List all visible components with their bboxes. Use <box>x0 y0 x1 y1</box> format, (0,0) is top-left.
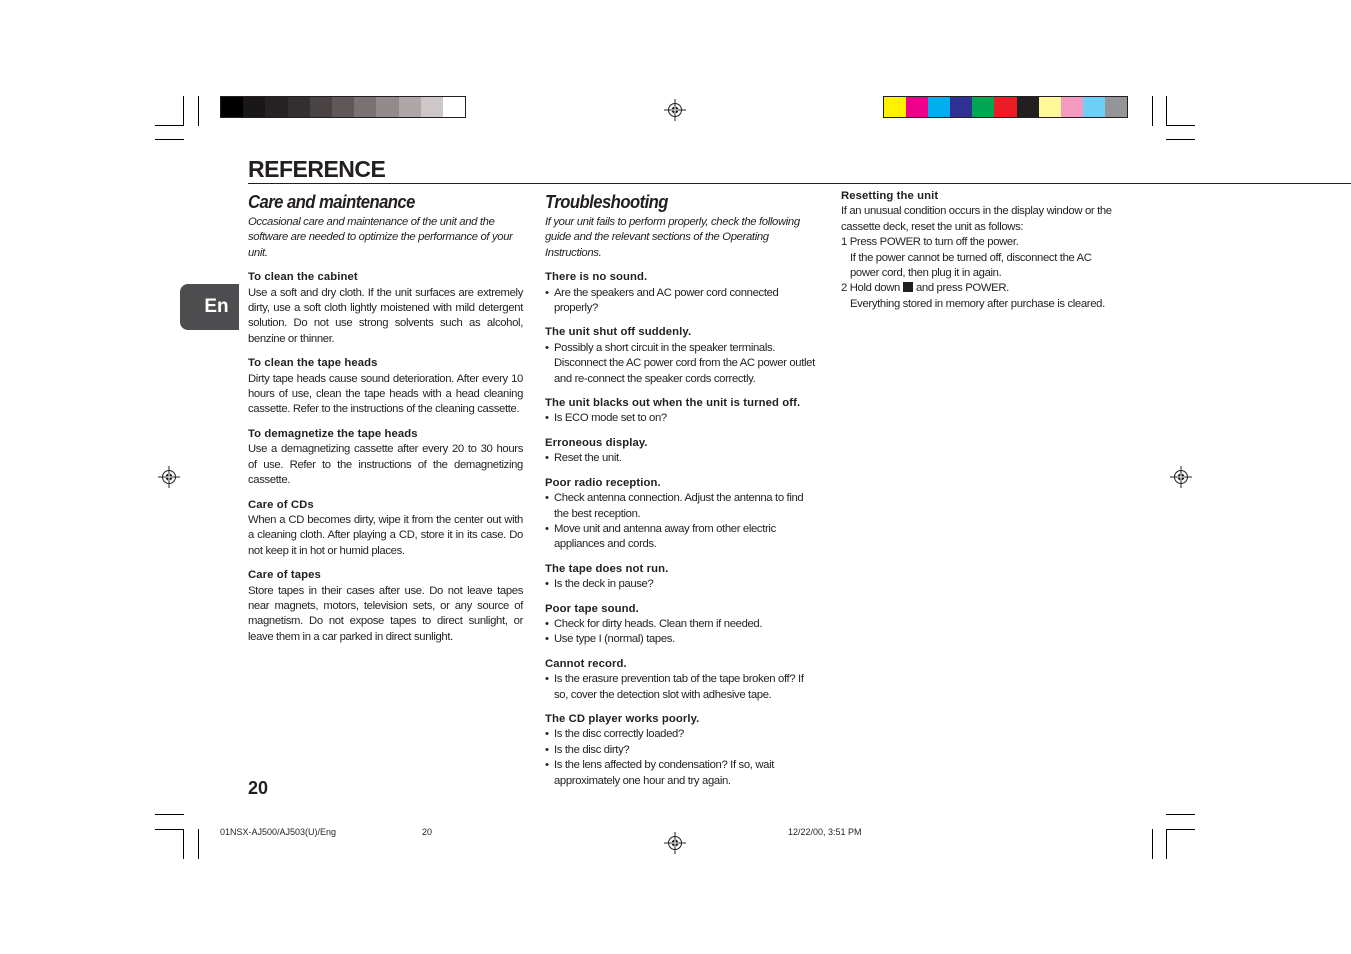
footer-timestamp: 12/22/00, 3:51 PM <box>788 827 862 837</box>
care-intro: Occasional care and maintenance of the unit and the software are needed to optimize the performance of your unit. <box>248 216 513 259</box>
list-item: • Is the disc dirty? <box>545 743 820 758</box>
care-heading: To demagnetize the tape heads <box>248 427 418 440</box>
troubleshooting-list <box>545 672 820 703</box>
list-item: • Possibly a short circuit in the speaker terminals. Disconnect the AC power cord from the AC power outlet and re-connect the speaker cords correctly. <box>545 341 820 387</box>
list-item: • Move unit and antenna away from other electric appliances and cords. <box>545 522 820 553</box>
troubleshooting-list <box>545 617 820 648</box>
registration-mark-icon <box>158 466 180 488</box>
color-swatch <box>443 97 465 117</box>
list-item: • Is the erasure prevention tab of the tape broken off? If so, cover the detection slot with adhesive tape. <box>545 672 820 703</box>
color-swatch <box>243 97 265 117</box>
registration-mark-icon <box>664 832 686 854</box>
color-swatch <box>884 97 906 117</box>
title-rule <box>248 183 1351 184</box>
color-swatch <box>906 97 928 117</box>
troubleshooting-list <box>545 491 820 553</box>
reset-step-1: 1 Press POWER to turn off the power. <box>841 236 1019 249</box>
list-item: • Is the deck in pause? <box>545 577 820 592</box>
gray-calibration-strip <box>220 96 466 118</box>
list-item: • Check for dirty heads. Clean them if needed. <box>545 617 820 632</box>
registration-mark-icon <box>664 99 686 121</box>
registration-mark-icon <box>1170 466 1192 488</box>
reset-step-2-text-b: and press POWER. <box>915 282 1009 295</box>
care-heading: Care of tapes <box>248 569 321 582</box>
reset-step-2-note: Everything stored in memory after purchase is cleared. <box>850 297 1105 310</box>
troubleshooting-heading: Cannot record. <box>545 657 627 670</box>
color-swatch <box>376 97 398 117</box>
care-heading: To clean the cabinet <box>248 271 358 284</box>
list-item: • Is ECO mode set to on? <box>545 411 820 426</box>
list-item: • Is the lens affected by condensation? If so, wait approximately one hour and try again. <box>545 758 820 789</box>
troubleshooting-list <box>545 411 820 426</box>
crop-mark <box>155 814 184 815</box>
color-swatch <box>1083 97 1105 117</box>
care-text: Use a soft and dry cloth. If the unit surfaces are extremely dirty, use a soft cloth lightly moistened with mild detergent solution. Do not use strong solvents such as alcohol, benzine or thinner. <box>248 286 523 345</box>
color-swatch <box>950 97 972 117</box>
troubleshooting-column <box>545 191 820 798</box>
color-swatch <box>994 97 1016 117</box>
care-sections <box>248 270 523 645</box>
crop-mark <box>1152 96 1153 126</box>
list-item: • Is the disc correctly loaded? <box>545 727 820 742</box>
list-item: • Are the speakers and AC power cord connected properly? <box>545 286 820 317</box>
color-swatch <box>332 97 354 117</box>
troubleshooting-list <box>545 577 820 592</box>
troubleshooting-sections <box>545 270 820 789</box>
color-swatch <box>310 97 332 117</box>
reset-step-2 <box>841 281 1117 296</box>
care-column <box>248 191 523 654</box>
reset-heading: Resetting the unit <box>841 190 939 202</box>
crop-mark <box>1166 829 1195 830</box>
page-title: REFERENCE <box>248 156 386 182</box>
troubleshooting-intro: If your unit fails to perform properly, check the following guide and the relevant sections of the Operating Instructions. <box>545 216 800 259</box>
troubleshooting-heading: The unit blacks out when the unit is turned off. <box>545 397 801 410</box>
color-calibration-strip <box>883 96 1128 118</box>
list-item: • Check antenna connection. Adjust the antenna to find the best reception. <box>545 491 820 522</box>
crop-mark <box>183 829 184 859</box>
crop-mark <box>1166 829 1167 859</box>
crop-mark <box>1166 139 1195 140</box>
reset-column <box>841 189 1117 312</box>
color-swatch <box>1039 97 1061 117</box>
color-swatch <box>421 97 443 117</box>
crop-mark <box>1166 125 1195 126</box>
reset-step-1-note: If the power cannot be turned off, disconnect the AC power cord, then plug it in again. <box>850 251 1092 280</box>
care-text: When a CD becomes dirty, wipe it from the center out with a cleaning cloth. After playing a CD, store it in its case. Do not keep it in hot or humid places. <box>248 513 523 557</box>
troubleshooting-list <box>545 727 820 789</box>
troubleshooting-heading: There is no sound. <box>545 271 648 284</box>
color-swatch <box>972 97 994 117</box>
color-swatch <box>1061 97 1083 117</box>
color-swatch <box>354 97 376 117</box>
crop-mark <box>183 96 184 126</box>
reset-intro: If an unusual condition occurs in the display window or the cassette deck, reset the unit as follows: <box>841 205 1112 233</box>
care-text: Dirty tape heads cause sound deterioration. After every 10 hours of use, clean the tape heads with a head cleaning cassette. Refer to the instructions of the cleaning cassette. <box>248 372 523 416</box>
crop-mark <box>198 96 199 126</box>
color-swatch <box>288 97 310 117</box>
crop-mark <box>155 125 184 126</box>
crop-mark <box>198 829 199 859</box>
troubleshooting-list <box>545 341 820 387</box>
list-item: • Use type I (normal) tapes. <box>545 632 820 647</box>
footer-file: 01NSX-AJ500/AJ503(U)/Eng <box>220 827 337 837</box>
care-text: Use a demagnetizing cassette after every 20 to 30 hours of use. Refer to the instructions of the demagnetizing cassette. <box>248 443 523 487</box>
language-tab: En <box>180 284 239 330</box>
troubleshooting-heading: The tape does not run. <box>545 562 669 575</box>
troubleshooting-heading: Erroneous display. <box>545 436 648 449</box>
color-swatch <box>1017 97 1039 117</box>
care-text: Store tapes in their cases after use. Do not leave tapes near magnets, motors, television sets, or any source of magnetism. Do not expose tapes to direct sunlight, or leave them in a car parked in direct sunlight. <box>248 584 523 643</box>
troubleshooting-heading: The CD player works poorly. <box>545 712 700 725</box>
color-swatch <box>221 97 243 117</box>
page-number: 20 <box>248 778 269 798</box>
crop-mark <box>155 829 184 830</box>
troubleshooting-list <box>545 286 820 317</box>
crop-mark <box>1152 829 1153 859</box>
troubleshooting-heading: Poor radio reception. <box>545 476 661 489</box>
reset-step-2-text: 2 Hold down <box>841 282 900 295</box>
care-title: Care and maintenance <box>248 191 415 212</box>
care-heading: To clean the tape heads <box>248 357 378 370</box>
footer-page: 20 <box>422 827 433 837</box>
crop-mark <box>1166 814 1195 815</box>
troubleshooting-heading: The unit shut off suddenly. <box>545 326 692 339</box>
troubleshooting-title: Troubleshooting <box>545 191 668 212</box>
color-swatch <box>265 97 287 117</box>
list-item: • Reset the unit. <box>545 451 820 466</box>
troubleshooting-list <box>545 451 820 466</box>
troubleshooting-heading: Poor tape sound. <box>545 602 639 615</box>
crop-mark <box>1166 96 1167 126</box>
stop-icon <box>903 282 913 292</box>
color-swatch <box>1105 97 1127 117</box>
color-swatch <box>399 97 421 117</box>
care-heading: Care of CDs <box>248 498 314 511</box>
crop-mark <box>155 139 184 140</box>
color-swatch <box>928 97 950 117</box>
